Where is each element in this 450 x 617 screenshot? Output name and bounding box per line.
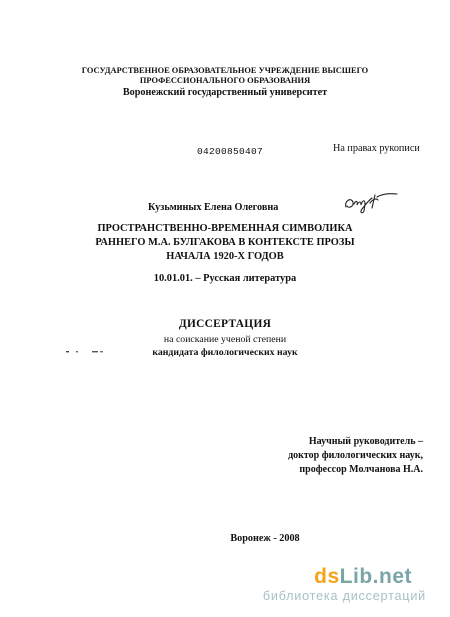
logo-part-lib: Lib.net: [339, 565, 412, 588]
title-line: НАЧАЛА 1920-Х ГОДОВ: [166, 251, 284, 262]
document-type: ДИССЕРТАЦИЯ: [178, 318, 272, 330]
logo-part-ds: ds: [314, 565, 340, 588]
title-line: РАННЕГО М.А. БУЛГАКОВА В КОНТЕКСТЕ ПРОЗЫ: [95, 237, 355, 248]
manuscript-rights-label: На правах рукописи: [333, 143, 420, 154]
handwritten-signature: [342, 189, 404, 215]
degree-line: на соискание ученой степени: [163, 334, 287, 345]
registration-code: 04200850407: [197, 146, 264, 157]
footer: [0, 528, 450, 546]
degree-description: [0, 333, 450, 359]
specialty-code: 10.01.01. – Русская литература: [153, 273, 297, 284]
watermark-subtitle: библиотека диссертаций: [262, 589, 426, 603]
institution-line-2: ПРОФЕССИОНАЛЬНОГО ОБРАЗОВАНИЯ: [139, 76, 311, 85]
advisor-line: Научный руководитель –: [308, 436, 423, 447]
scan-speck: [66, 351, 106, 353]
title-line: ПРОСТРАНСТВЕННО-ВРЕМЕННАЯ СИМВОЛИКА: [97, 223, 353, 234]
dslib-logo[interactable]: [314, 565, 412, 589]
city-year: Воронеж - 2008: [230, 533, 300, 544]
scientific-advisor: [288, 435, 423, 477]
advisor-line: доктор филологических наук,: [288, 450, 423, 461]
author-name: Кузьминых Елена Олеговна: [148, 202, 279, 213]
university-name: Воронежский государственный университет: [122, 87, 328, 98]
advisor-line: профессор Молчанова Н.А.: [299, 464, 423, 475]
dissertation-title: [0, 222, 450, 264]
degree-line: кандидата филологических наук: [152, 347, 298, 358]
institution-line-1: ГОСУДАРСТВЕННОЕ ОБРАЗОВАТЕЛЬНОЕ УЧРЕЖДЕНИЕ ВЫСШЕГО: [81, 66, 369, 75]
